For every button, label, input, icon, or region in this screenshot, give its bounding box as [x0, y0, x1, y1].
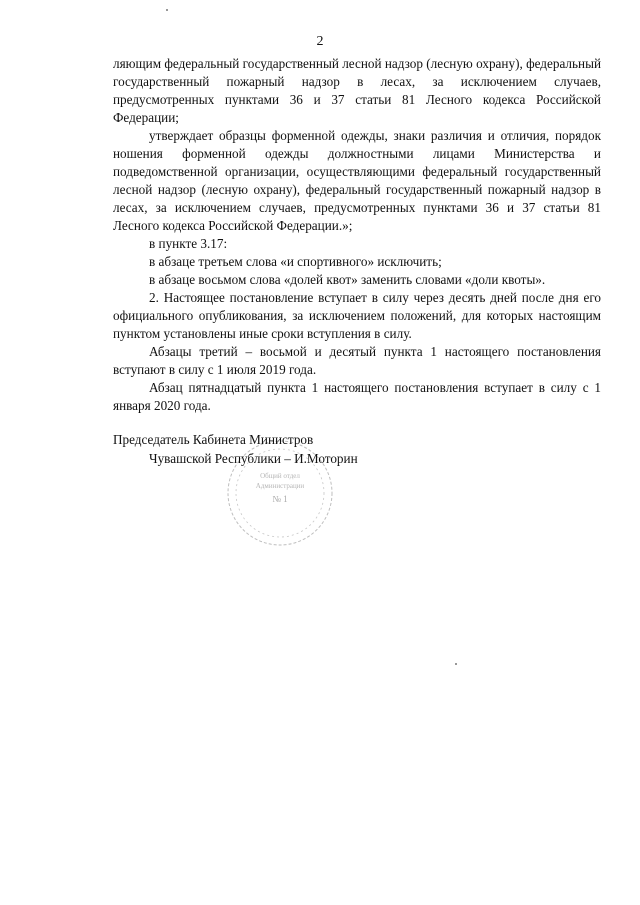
scan-speck [166, 9, 168, 11]
stamp-text-2: Администрации [255, 482, 305, 490]
paragraph: в пункте 3.17: [149, 236, 228, 251]
paragraph: Абзацы третий – восьмой и десятый пункта 1 настоящего постановления вступают в силу с 1 июля 2019 года. [113, 344, 601, 377]
paragraph: в абзаце восьмом слова «долей квот» заменить словами «доли квоты». [149, 272, 546, 287]
stamp-number: № 1 [272, 494, 288, 504]
document-body [113, 55, 601, 415]
signatory-region-name: Чувашской Республики – И.Моторин [149, 451, 358, 466]
paragraph: в абзаце третьем слова «и спортивного» исключить; [149, 254, 442, 269]
signature-block [113, 430, 358, 468]
stamp-text-1: Общий отдел [260, 472, 300, 480]
scan-speck [455, 663, 457, 665]
signatory-position: Председатель Кабинета Министров [113, 432, 314, 447]
paragraph: Абзац пятнадцатый пункта 1 настоящего постановления вступает в силу с 1 января 2020 года. [113, 380, 601, 413]
paragraph: ляющим федеральный государственный лесной надзор (лесную охрану), федеральный государственный пожарный надзор в лесах, за исключением случаев, предусмотренных пунктами 36 и 37 статьи 81 Лесного кодекса Российской Федерации; [113, 56, 601, 125]
page-number: 2 [316, 34, 324, 49]
paragraph: утверждает образцы форменной одежды, знаки различия и отличия, порядок ношения форменной одежды должностными лицами Министерства и подведомственной организации, осуществляющими федеральный государственный лесной надзор (лесную охрану), федеральный государственный пожарный надзор в лесах, за исключением случаев, предусмотренных пунктами 36 и 37 статьи 81 Лесного кодекса Российской Федерации.»; [113, 128, 601, 233]
paragraph: 2. Настоящее постановление вступает в силу через десять дней после дня его официального опубликования, за исключением положений, для которых настоящим пунктом установлены иные сроки вступления в силу. [113, 290, 601, 341]
